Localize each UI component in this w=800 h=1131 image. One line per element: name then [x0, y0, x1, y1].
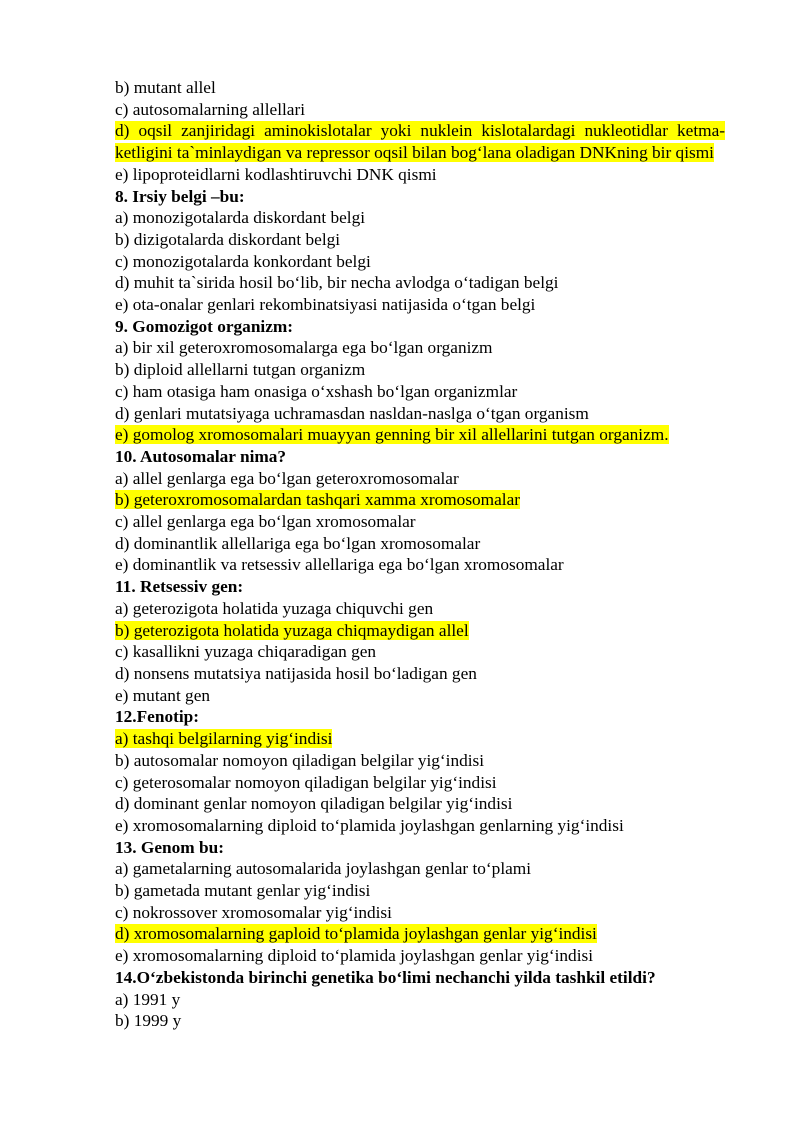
answer-option: a) 1991 y	[115, 989, 181, 1009]
question-heading: 14.O‘zbekistonda birinchi genetika bo‘limi nechanchi yilda tashkil etildi?	[115, 967, 656, 987]
document-page	[115, 77, 730, 1032]
answer-option: d) dominant genlar nomoyon qiladigan belgilar yig‘indisi	[115, 794, 513, 814]
answer-option: c) autosomalarning allellari	[115, 99, 306, 119]
answer-option: b) autosomalar nomoyon qiladigan belgilar yig‘indisi	[115, 750, 485, 770]
highlighted-answer-option	[115, 923, 730, 945]
highlight-marker: b) geteroxromosomalardan tashqari xamma xromosomalar	[115, 490, 521, 510]
answer-option: e) ota-onalar genlari rekombinatsiyasi natijasida o‘tgan belgi	[115, 295, 536, 315]
question-heading: 13. Genom bu:	[115, 837, 224, 857]
highlight-marker: a) tashqi belgilarning yig‘indisi	[115, 729, 333, 749]
question-heading: 8. Irsiy belgi –bu:	[115, 186, 245, 206]
answer-option: b) mutant allel	[115, 78, 216, 97]
answer-option: a) gametalarning autosomalarida joylashgan genlar to‘plami	[115, 859, 532, 879]
answer-option: c) kasallikni yuzaga chiqaradigan gen	[115, 642, 377, 662]
highlighted-answer-option	[115, 489, 730, 511]
highlighted-answer-option	[115, 120, 725, 163]
answer-option: d) genlari mutatsiyaga uchramasdan nasldan-naslga o‘tgan organism	[115, 403, 589, 423]
highlight-marker: d) oqsil zanjiridagi aminokislotalar yoki nuklein kislotalardagi nukleotidlar ketma-ketligini ta`minlaydigan va repressor oqsil bilan bog‘lana oladigan DNKning bir qismi	[115, 121, 725, 163]
answer-option: b) gametada mutant genlar yig‘indisi	[115, 881, 371, 901]
answer-option: c) nokrossover xromosomalar yig‘indisi	[115, 902, 392, 922]
answer-option: e) mutant gen	[115, 685, 211, 705]
answer-option: e) dominantlik va retsessiv allellariga ega bo‘lgan xromosomalar	[115, 555, 564, 575]
highlight-marker: b) geterozigota holatida yuzaga chiqmaydigan allel	[115, 620, 469, 640]
highlight-marker: d) xromosomalarning gaploid to‘plamida joylashgan genlar yig‘indisi	[115, 924, 597, 944]
answer-option: b) diploid allellarni tutgan organizm	[115, 360, 366, 380]
answer-option: d) muhit ta`sirida hosil bo‘lib, bir necha avlodga o‘tadigan belgi	[115, 273, 559, 293]
answer-option: a) allel genlarga ega bo‘lgan geteroxromosomalar	[115, 468, 459, 488]
answer-option: d) nonsens mutatsiya natijasida hosil bo‘ladigan gen	[115, 663, 477, 683]
question-heading: 12.Fenotip:	[115, 707, 200, 727]
answer-option: e) xromosomalarning diploid to‘plamida joylashgan genlarning yig‘indisi	[115, 815, 624, 835]
answer-option: a) geterozigota holatida yuzaga chiquvchi gen	[115, 598, 434, 618]
answer-option: a) bir xil geteroxromosomalarga ega bo‘lgan organizm	[115, 338, 493, 358]
answer-option: c) monozigotalarda konkordant belgi	[115, 251, 371, 271]
answer-option: b) 1999 y	[115, 1011, 182, 1031]
answer-option: c) allel genlarga ega bo‘lgan xromosomalar	[115, 512, 416, 532]
answer-option: c) geterosomalar nomoyon qiladigan belgilar yig‘indisi	[115, 772, 497, 792]
question-heading: 10. Autosomalar nima?	[115, 446, 287, 466]
highlighted-answer-option	[115, 728, 730, 750]
question-heading: 11. Retsessiv gen:	[115, 577, 244, 597]
answer-option: c) ham otasiga ham onasiga o‘xshash bo‘lgan organizmlar	[115, 381, 518, 401]
question-heading: 9. Gomozigot organizm:	[115, 316, 294, 336]
answer-option: b) dizigotalarda diskordant belgi	[115, 229, 341, 249]
highlighted-answer-option	[115, 424, 730, 446]
highlight-marker: e) gomolog xromosomalari muayyan genning bir xil allellarini tutgan organizm.	[115, 425, 669, 445]
answer-option: e) xromosomalarning diploid to‘plamida joylashgan genlar yig‘indisi	[115, 946, 594, 966]
highlighted-answer-option	[115, 620, 730, 642]
answer-option: a) monozigotalarda diskordant belgi	[115, 208, 366, 228]
answer-option: d) dominantlik allellariga ega bo‘lgan xromosomalar	[115, 533, 481, 553]
answer-option: e) lipoproteidlarni kodlashtiruvchi DNK qismi	[115, 164, 437, 184]
